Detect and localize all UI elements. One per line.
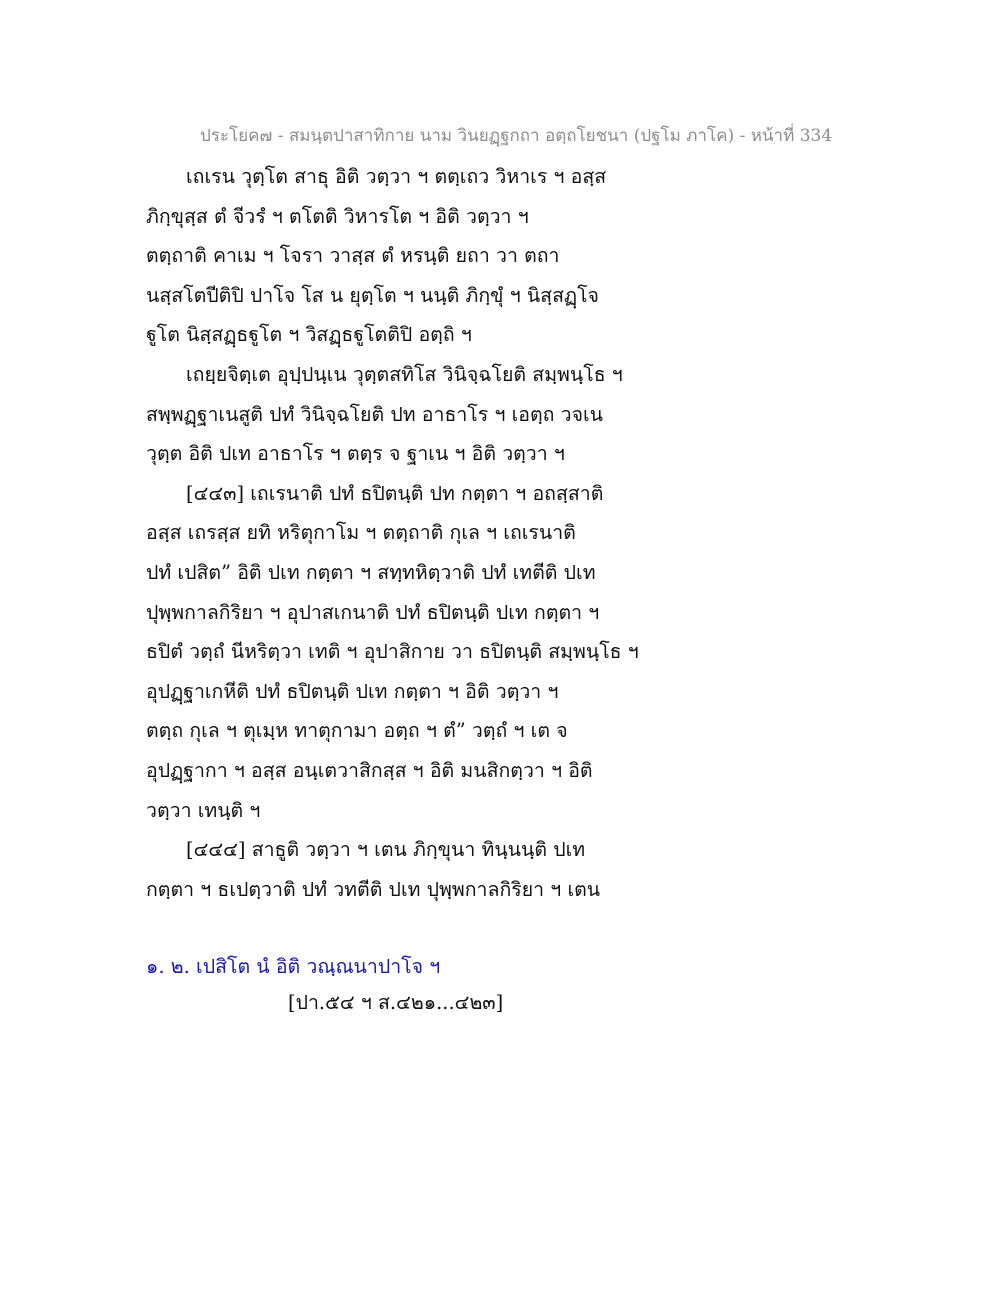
text-line: นสฺสโตปีติปิ ปาโจ โส น ยุตฺโต ฯ นนฺติ ภิกฺขุํ ฯ นิสฺสฏฺโจ (146, 283, 599, 307)
page-header: ประโยค๗ - สมนฺตปาสาทิกาย นาม วินยฏฺฐกถา อตฺถโยชนา (ปฐโม ภาโค) - หน้าที่ 334 (200, 126, 833, 146)
reference-line: [ปา.๕๔ ฯ ส.๔๒๑...๔๒๓] (288, 991, 504, 1014)
text-line: สพฺพฏฺฐาเนสูติ ปทํ วินิจฺฉโยติ ปท อาธาโร ฯ เอตฺถ วจเน (146, 402, 604, 426)
text-line: กตฺตา ฯ ธเปตฺวาติ ปทํ วทตีติ ปเท ปุพฺพกาลกิริยา ฯ เตน (146, 877, 601, 901)
text-line: เถเรน วุตฺโต สาธุ อิติ วตฺวา ฯ ตตฺเถว วิหาเร ฯ อสฺส (186, 165, 607, 188)
text-line: อสฺส เถรสฺส ยทิ หริตุกาโม ฯ ตตฺถาติ กุเล ฯ เถเรนาติ (146, 521, 576, 545)
text-line: วุตฺต อิติ ปเท อาธาโร ฯ ตตฺร จ ฐาเน ฯ อิติ วตฺวา ฯ (146, 442, 565, 466)
text-line: อุปฏฺฐาเกหีติ ปทํ ธปิตนฺติ ปเท กตฺตา ฯ อิติ วตฺวา ฯ (146, 679, 559, 703)
text-line: ปทํ เปสิต” อิติ ปเท กตฺตา ฯ สทฺทหิตฺวาติ ปทํ เทตีติ ปเท (146, 560, 596, 584)
text-line: ธปิตํ วตฺถํ นีหริตฺวา เทติ ฯ อุปาสิกาย วา ธปิตนฺติ สมฺพนฺโธ ฯ (146, 640, 639, 664)
text-line: ภิกฺขุสฺส ตํ จีวรํ ฯ ตโตติ วิหารโต ฯ อิติ วตฺวา ฯ (146, 204, 529, 228)
text-line: เถยฺยจิตฺเต อุปฺปนฺเน วุตฺตสทิโส วินิจฺฉโยติ สมฺพนฺโธ ฯ (186, 362, 623, 386)
text-line: ฐูโต นิสฺสฏฺธฐูโต ฯ วิสฏฺธฐูโตติปิ อตฺถิ ฯ (146, 323, 472, 347)
text-line: วตฺวา เทนฺติ ฯ (146, 798, 261, 822)
text-line: [๔๔๔] สาธูติ วตฺวา ฯ เตน ภิกฺขุนา ทินฺนนฺติ ปเท (186, 838, 586, 862)
text-line: ตตฺถ กุเล ฯ ตุเมฺห ทาตุกามา อตฺถ ฯ ตํ” วตฺถํ ฯ เต จ (146, 719, 568, 743)
body-text (146, 157, 866, 909)
text-line: ปุพฺพกาลกิริยา ฯ อุปาสเกนาติ ปทํ ธปิตนฺติ ปเท กตฺตา ฯ (146, 600, 600, 624)
text-line: อุปฏฺฐากา ฯ อสฺส อนฺเตวาสิกสฺส ฯ อิติ มนสิกตฺวา ฯ อิติ (146, 758, 593, 782)
text-line: [๔๔๓] เถเรนาติ ปทํ ธปิตนฺติ ปท กตฺตา ฯ อถสฺสาติ (186, 481, 604, 505)
section-title: ๑. ๒. เปสิโต นํ อิติ วณฺณนาปาโจ ฯ (146, 955, 441, 978)
text-line: ตตฺถาติ คาเม ฯ โจรา วาสฺส ตํ หรนฺติ ยถา วา ตถา (146, 244, 560, 268)
